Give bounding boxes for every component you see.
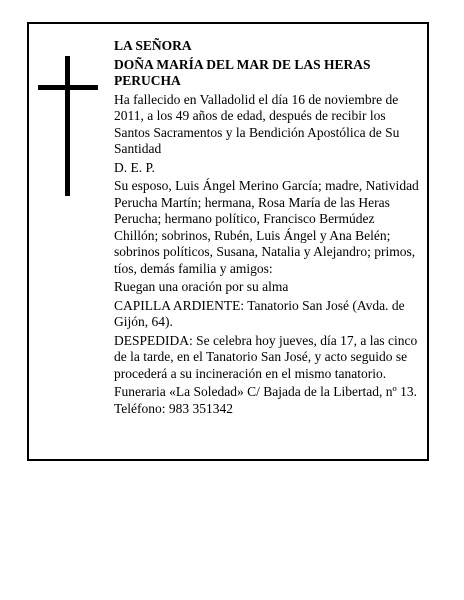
- prayer-text: Ruegan una oración por su alma: [114, 279, 289, 294]
- latin-cross-icon: [38, 56, 98, 196]
- heading-title: LA SEÑORA: [114, 38, 192, 53]
- obituary-content: [114, 38, 419, 419]
- cross-horizontal-bar: [38, 85, 98, 90]
- chapel-text: CAPILLA ARDIENTE: Tanatorio San José (Avda. de Gijón, 64).: [114, 297, 405, 329]
- death-notice-text: Ha fallecido en Valladolid el día 16 de noviembre de 2011, a los 49 años de edad, después de recibir los Santos Sacramentos y la Bendición Apostólica de Su Santidad: [114, 91, 400, 156]
- farewell-text: DESPEDIDA: Se celebra hoy jueves, día 17, a las cinco de la tarde, en el Tanatorio San José, y acto seguido se procederá a su incineración en el mismo tanatorio.: [114, 332, 418, 381]
- rip-text: D. E. P.: [114, 159, 155, 175]
- deceased-name: DOÑA MARÍA DEL MAR DE LAS HERAS PERUCHA: [114, 56, 371, 88]
- cross-vertical-bar: [65, 56, 70, 196]
- funeral-home-text: Funeraria «La Soledad» C/ Bajada de la Libertad, nº 13. Teléfono: 983 351342: [114, 384, 417, 416]
- family-text: Su esposo, Luis Ángel Merino García; madre, Natividad Perucha Martín; hermana, Rosa María de las Heras Perucha; hermano político, Francisco Bermúdez Chillón; sobrinos, Rubén, Luis Ángel y Ana Belén; sobrinos políticos, Susana, Natalia y Alejandro; primos, tíos, demás familia y amigos:: [114, 178, 419, 276]
